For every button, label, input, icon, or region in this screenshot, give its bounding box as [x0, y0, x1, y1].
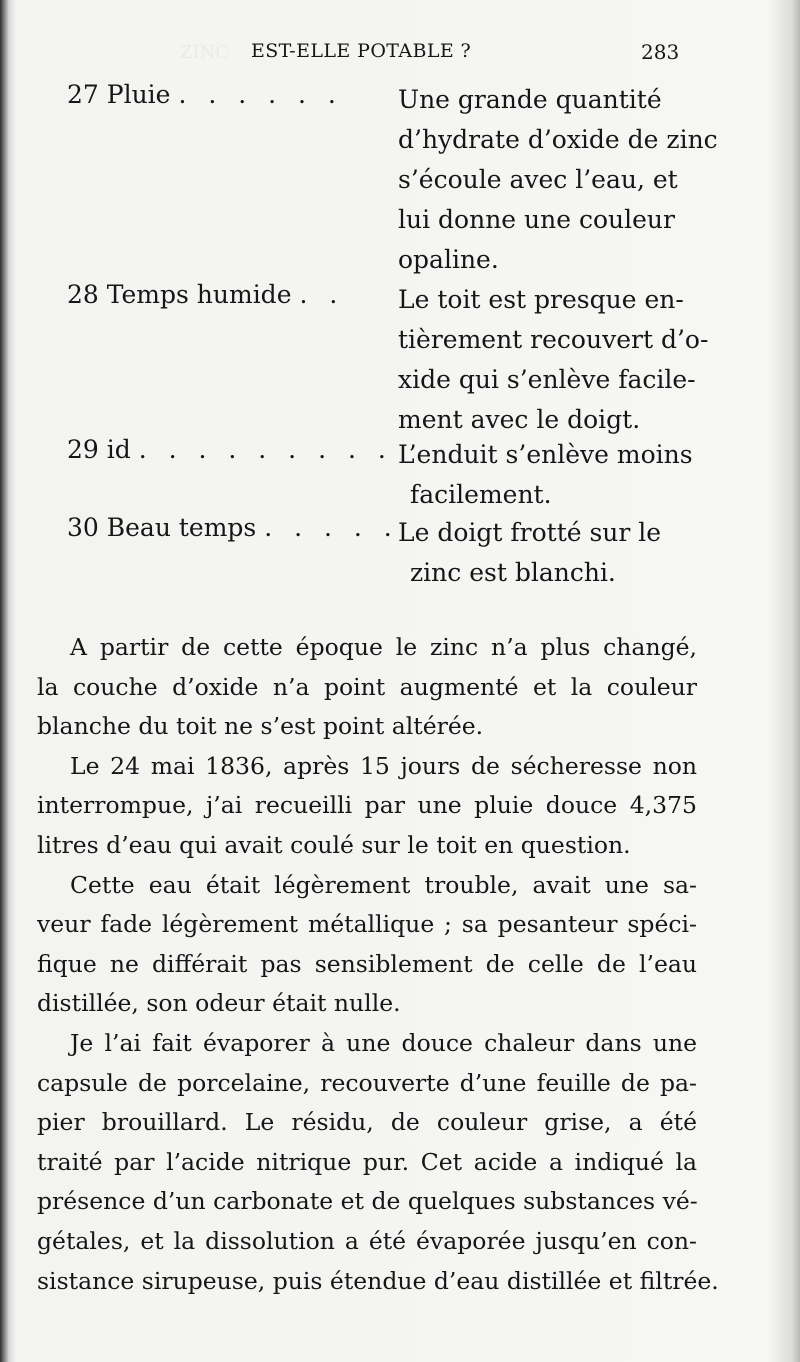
observation-line: s’écoule avec l’eau, et [398, 165, 678, 194]
text-line: Je l’ai fait évaporer à une douce chaleur dans une [70, 1028, 697, 1057]
entry-weather: Beau temps [106, 513, 257, 542]
observation-line: Le toit est presque en- [398, 285, 684, 314]
text-line: interrompue, j’ai recueilli par une pluie douce 4,375 [37, 791, 697, 820]
entry-day: 30 [67, 513, 99, 542]
observation-line: xide qui s’enlève facile- [398, 365, 696, 394]
observation-line: lui donne une couleur [398, 205, 675, 234]
entry-weather: id [106, 435, 131, 464]
entry-label [67, 280, 344, 309]
text-line: Le 24 mai 1836, après 15 jours de sécheresse non [70, 751, 697, 780]
entry-leader: . . . . . . . . . [138, 435, 393, 464]
text-line: blanche du toit ne s’est point altérée. [37, 712, 484, 741]
entry-observation [398, 435, 693, 515]
observation-line: Une grande quantité [398, 85, 662, 114]
observation-line: ment avec le doigt. [398, 405, 641, 434]
entry-day: 28 [67, 280, 99, 309]
entry-weather: Pluie [106, 80, 171, 109]
observation-line: tièrement recouvert d’o- [398, 325, 709, 354]
text-line: gétales, et la dissolution a été évaporée jusqu’en con- [37, 1226, 697, 1255]
observation-line: d’hydrate d’oxide de zinc [398, 125, 718, 154]
paragraph [37, 747, 697, 866]
entry-observation [398, 513, 661, 593]
text-line: litres d’eau qui avait coulé sur le toit en question. [37, 830, 631, 859]
text-line: pier brouillard. Le résidu, de couleur grise, a été [37, 1108, 697, 1137]
text-line: traité par l’acide nitrique pur. Cet acide a indiqué la [37, 1147, 697, 1176]
entry-observation [398, 280, 708, 440]
text-line: distillée, son odeur était nulle. [37, 989, 401, 1018]
running-title: EST-ELLE POTABLE ? [251, 40, 472, 62]
paragraph [37, 866, 697, 1024]
text-line: sistance sirupeuse, puis étendue d’eau distillée et filtrée. [37, 1266, 719, 1295]
running-header [0, 40, 800, 70]
observation-line: opaline. [398, 245, 499, 274]
entry-leader: . . . . . [264, 513, 399, 542]
entry-leader: . . [299, 280, 345, 309]
observation-line: facilement. [410, 480, 552, 509]
body-text [37, 628, 719, 1301]
entry-weather: Temps humide [106, 280, 292, 309]
observation-line: L’enduit s’enlève moins [398, 440, 693, 469]
text-line: la couche d’oxide n’a point augmenté et la couleur [37, 672, 697, 701]
entry-label [67, 80, 343, 109]
text-line: capsule de porcelaine, recouverte d’une feuille de pa- [37, 1068, 697, 1097]
page-number: 283 [641, 40, 680, 64]
text-line: A partir de cette époque le zinc n’a plus changé, [70, 633, 697, 661]
text-line: présence d’un carbonate et de quelques substances vé- [37, 1187, 698, 1216]
text-line: Cette eau était légèrement trouble, avait une sa- [70, 870, 697, 899]
entry-label [67, 513, 399, 542]
paragraph [37, 628, 697, 747]
text-line: fique ne différait pas sensiblement de celle de l’eau [37, 949, 697, 978]
observation-line: Le doigt frotté sur le [398, 518, 662, 547]
paragraph [37, 1024, 719, 1301]
text-line: veur fade légèrement métallique ; sa pesanteur spéci- [37, 910, 697, 939]
observation-line: zinc est blanchi. [410, 558, 616, 587]
entry-observation [398, 80, 718, 280]
entry-label [67, 435, 393, 464]
entry-day: 29 [67, 435, 99, 464]
entry-day: 27 [67, 80, 99, 109]
entry-leader: . . . . . . [178, 80, 343, 109]
